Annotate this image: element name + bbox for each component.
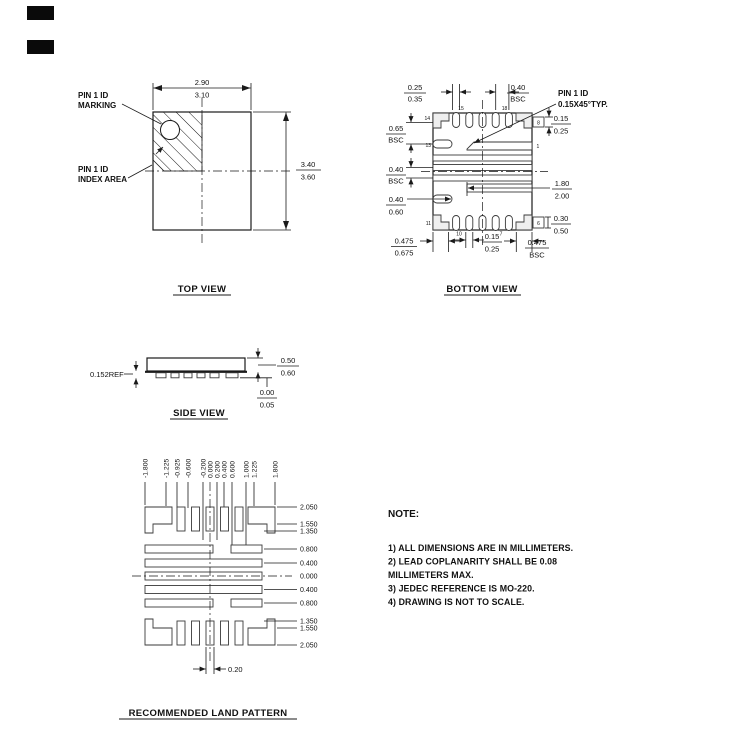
- side-view-pads: [156, 373, 238, 378]
- side-view: [90, 348, 299, 419]
- bottom-view: [386, 83, 608, 295]
- x-label--1800: -1.800: [142, 458, 150, 478]
- pin-number-6: 6: [537, 221, 540, 227]
- dim-left-pitch-bsc: BSC: [388, 135, 404, 145]
- top-view: [78, 78, 321, 295]
- land-pattern-x-labels: [143, 459, 280, 478]
- pin-number-8: 8: [537, 120, 540, 127]
- y-label-2050-bottom: 2.050: [300, 642, 318, 650]
- x-label-0000: 0.000: [207, 460, 215, 478]
- pin-number-13: 13: [425, 143, 431, 149]
- dim-standoff-max: 0.05: [259, 400, 275, 410]
- x-label-0400: 0.400: [221, 460, 229, 478]
- note-line-2: 2) LEAD COPLANARITY SHALL BE 0.08: [388, 556, 558, 567]
- dim-slot-width-max: 0.25: [407, 83, 423, 92]
- land-corner-top-left: [145, 507, 172, 533]
- dim-side-pad-max: 0.25: [553, 126, 569, 136]
- dim-bottom-left-max: 0.675: [394, 248, 414, 258]
- pin-number-1: 1: [536, 144, 540, 150]
- land-corner-bottom-right: [248, 619, 275, 645]
- header-mark-1: [27, 6, 54, 20]
- y-label-1350-bottom: 1.350: [300, 618, 318, 626]
- note-line-4: 3) JEDEC REFERENCE IS MO-220.: [388, 583, 535, 594]
- x-label-0600: 0.600: [229, 460, 237, 478]
- pin-number-14: 14: [424, 116, 430, 122]
- side-view-body: [147, 358, 245, 371]
- dim-bottom-pitch-bsc: BSC: [529, 250, 545, 260]
- dim-ref-thickness: 0.152REF: [90, 370, 124, 379]
- dim-slot-width-min: 0.35: [407, 94, 423, 104]
- note-line-5: 4) DRAWING IS NOT TO SCALE.: [388, 597, 525, 607]
- pin-number-11: 11: [425, 221, 431, 227]
- x-label-1000: 1.000: [243, 460, 251, 478]
- y-label-0800-top: 0.800: [300, 546, 318, 554]
- pin1-marking-circle: [161, 121, 180, 140]
- dim-bottom-left-min: 0.475: [394, 236, 414, 246]
- pin1-index-label-line2: INDEX AREA: [78, 175, 128, 184]
- pin-number-10: 10: [456, 231, 462, 238]
- dim-corner-pad-max: 0.50: [553, 226, 569, 236]
- header-mark-2: [27, 40, 54, 54]
- dim-top-pitch: 0.40: [510, 83, 526, 92]
- dim-bar-pitch-bsc: BSC: [388, 176, 404, 186]
- land-corner-bottom-left: [145, 619, 172, 645]
- dim-width-min: 3.10: [194, 90, 210, 100]
- y-label-1550-bottom: 1.550: [300, 625, 318, 633]
- x-label--0925: -0.925: [174, 458, 182, 478]
- pin1-index-area-hatch: [153, 112, 202, 171]
- dim-bar-pitch: 0.40: [388, 165, 404, 174]
- dim-bottom-slot-min: 0.15: [484, 232, 500, 241]
- pin1-id-note-line1: PIN 1 ID: [558, 89, 589, 98]
- dim-side-pad-min: 0.15: [553, 114, 569, 123]
- dim-corner-pad-min: 0.30: [553, 214, 569, 223]
- dim-height-max: 3.40: [300, 160, 316, 169]
- dim-oval-min: 0.40: [388, 195, 404, 204]
- x-label--1225: -1.225: [163, 458, 171, 478]
- top-view-title: TOP VIEW: [177, 284, 227, 295]
- note-line-3: MILLIMETERS MAX.: [388, 570, 474, 580]
- x-label-1225: 1.225: [251, 460, 259, 478]
- y-label-2050-top: 2.050: [300, 504, 318, 512]
- dim-left-pitch: 0.65: [388, 124, 404, 133]
- dim-bar-length-min: 1.80: [554, 179, 570, 188]
- x-label--0200: -0.200: [200, 458, 208, 478]
- dim-gap: 0.20: [228, 665, 243, 674]
- land-pattern-title: RECOMMENDED LAND PATTERN: [128, 708, 288, 719]
- x-label--0600: -0.600: [185, 458, 193, 478]
- pin1-id-note-line2: 0.15X45°TYP.: [558, 100, 608, 109]
- pin-number-15: 15: [458, 106, 464, 112]
- pin-number-18: 18: [501, 106, 508, 112]
- pin1-bar: [467, 142, 532, 150]
- land-pattern: [119, 459, 318, 719]
- pin1-marking-label-line2: MARKING: [78, 101, 117, 110]
- dim-top-pitch-bsc: BSC: [510, 94, 526, 104]
- note-heading: NOTE:: [388, 509, 420, 520]
- y-label-0000: 0.000: [300, 573, 318, 581]
- pin-number-7: 7: [499, 231, 503, 238]
- dim-width-max: 2.90: [194, 78, 210, 87]
- y-label-1550-top: 1.550: [300, 521, 318, 529]
- left-pin-13: [433, 140, 452, 148]
- dim-standoff-min: 0.00: [259, 388, 275, 397]
- side-view-title: SIDE VIEW: [173, 408, 225, 419]
- pin1-index-label-line1: PIN 1 ID: [78, 165, 109, 174]
- dim-height-min: 0.50: [280, 356, 296, 365]
- dim-bottom-pitch: 0.475: [527, 238, 547, 247]
- x-label-1800: 1.800: [272, 460, 280, 478]
- dim-bottom-slot-max: 0.25: [484, 244, 500, 254]
- dim-height-max: 0.60: [280, 368, 296, 378]
- pin1-marking-label-line1: PIN 1 ID: [78, 91, 109, 100]
- y-label-1350-top: 1.350: [300, 528, 318, 536]
- y-label-0400-top: 0.400: [300, 560, 318, 568]
- notes: [388, 509, 573, 607]
- note-line-1: 1) ALL DIMENSIONS ARE IN MILLIMETERS.: [388, 543, 574, 553]
- dim-bar-length-max: 2.00: [554, 191, 570, 201]
- dim-oval-max: 0.60: [388, 207, 404, 217]
- y-label-0800-bottom: 0.800: [300, 600, 318, 608]
- y-label-0400-bottom: 0.400: [300, 587, 318, 594]
- x-label-0200: 0.200: [214, 460, 222, 478]
- dim-height-min: 3.60: [300, 172, 316, 182]
- land-corner-top-right: [248, 507, 275, 533]
- bottom-view-title: BOTTOM VIEW: [446, 284, 518, 295]
